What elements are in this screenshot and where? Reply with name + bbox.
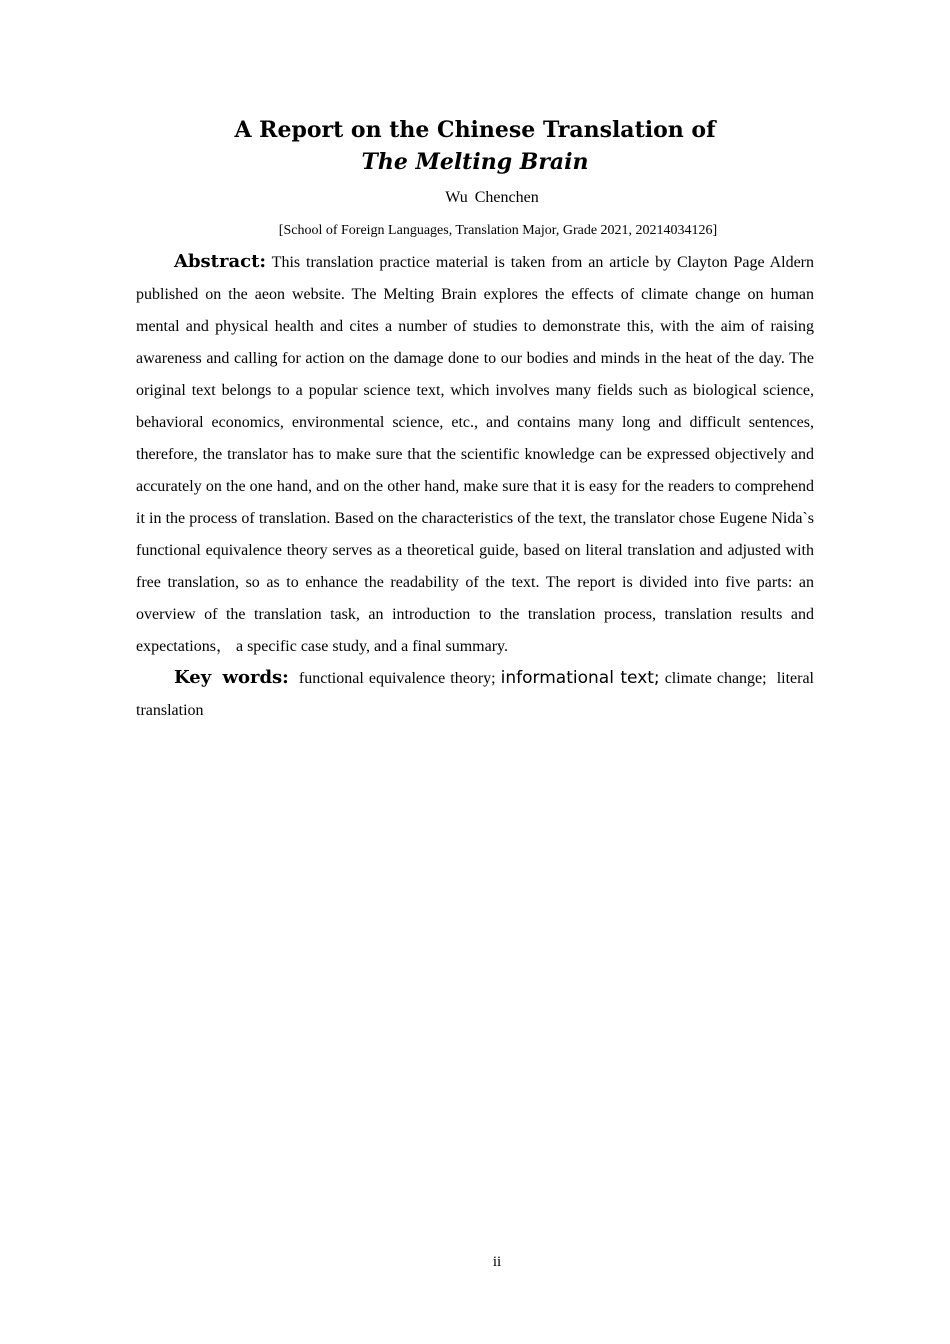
- keyword-item: climate change;: [664, 670, 767, 687]
- keyword-item: literal translation: [136, 670, 814, 719]
- title-block: [136, 114, 814, 178]
- keywords-paragraph: [136, 662, 814, 727]
- abstract-text: This translation practice material is taken from an article by Clayton Page Aldern published on the aeon website. The Melting Brain explores the effects of climate change on human mental and physical health and cites a number of studies to demonstrate this, with the aim of raising awareness and calling for action on the damage done to our bodies and minds in the heat of the day. The original text belongs to a popular science text, which involves many fields such as biological science, behavioral economics, environmental science, etc., and contains many long and difficult sentences, therefore, the translator has to make sure that the scientific knowledge can be expressed objectively and accurately on the one hand, and on the other hand, make sure that it is easy for the readers to comprehend it in the process of translation. Based on the characteristics of the text, the translator chose Eugene Nida`s functional equivalence theory serves as a theoretical guide, based on literal translation and adjusted with free translation, so as to enhance the readability of the text. The report is divided into five parts: an overview of the translation task, an introduction to the translation process, translation results and expectations， a specific case study, and a final summary.: [136, 254, 814, 655]
- report-title: A Report on the Chinese Translation of: [234, 117, 716, 143]
- abstract-label: Abstract:: [174, 251, 267, 272]
- page-number: ii: [492, 1254, 502, 1270]
- keywords-label: Key words:: [174, 667, 289, 688]
- author-affiliation: [School of Foreign Languages, Translation Major, Grade 2021, 20214034126]: [278, 223, 718, 238]
- source-article-title: The Melting Brain: [361, 149, 589, 175]
- keyword-item: informational text;: [500, 668, 660, 688]
- keyword-item: functional equivalence theory;: [298, 670, 496, 687]
- abstract-paragraph: [136, 246, 814, 663]
- author-name: Wu Chenchen: [445, 189, 539, 206]
